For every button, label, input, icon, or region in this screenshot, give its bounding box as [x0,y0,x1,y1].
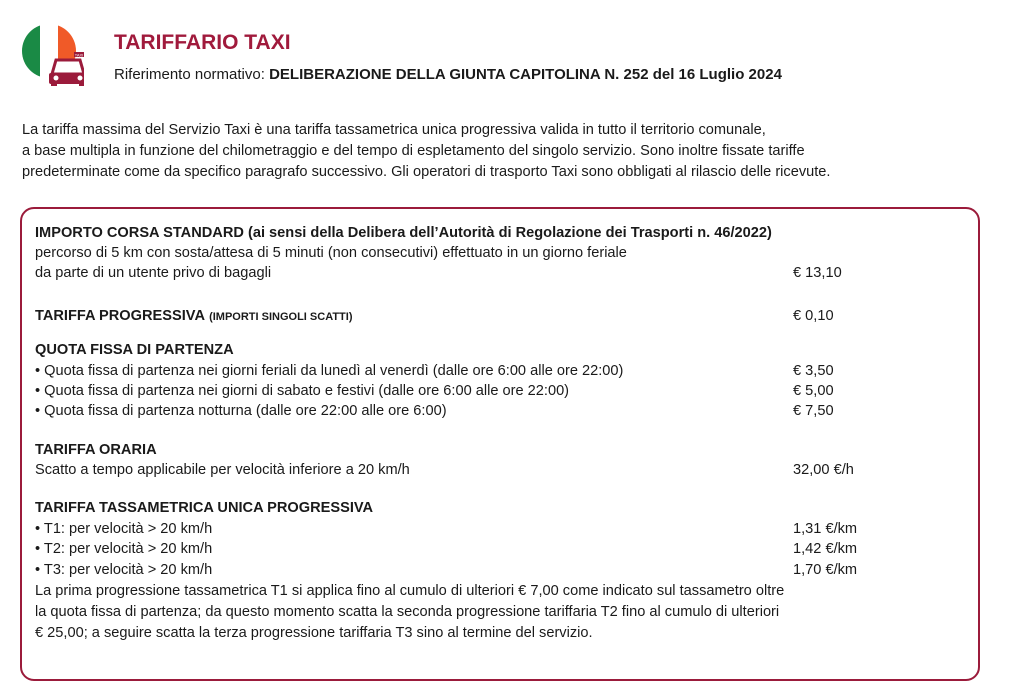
unica-note: € 25,00; a seguire scatta la terza progressione tariffaria T3 sino al termine del servizio. [35,625,593,641]
progressiva-note: (IMPORTI SINGOLI SCATTI) [209,311,353,323]
standard-line: percorso di 5 km con sosta/attesa di 5 minuti (non consecutivi) effettuato in un giorno feriale [35,245,627,261]
intro-paragraph [22,120,982,183]
oraria-heading: TARIFFA ORARIA [35,442,157,458]
unica-item: • T1: per velocità > 20 km/h [35,521,213,537]
quota-price: € 7,50 [793,403,834,419]
standard-line: da parte di un utente privo di bagagli [35,265,272,281]
unica-price: 1,70 €/km [793,562,858,578]
intro-line: a base multipla in funzione del chilometraggio e del tempo di espletamento del singolo servizio. Sono inoltre fissate tariffe [22,143,805,159]
unica-item: • T3: per velocità > 20 km/h [35,562,213,578]
quota-item: • Quota fissa di partenza notturna (dalle ore 22:00 alle ore 6:00) [35,403,447,419]
quota-item: • Quota fissa di partenza nei giorni di sabato e festivi (dalle ore 6:00 alle ore 22:00) [35,383,570,399]
unica-price: 1,31 €/km [793,521,858,537]
quota-price: € 3,50 [793,363,834,379]
standard-price: € 13,10 [793,265,842,281]
standard-heading: IMPORTO CORSA STANDARD (ai sensi della Delibera dell’Autorità di Regolazione dei Trasporti n. 46/2022) [35,225,772,241]
unica-note: La prima progressione tassametrica T1 si applica fino al cumulo di ulteriori € 7,00 come indicato sul tassametro oltre [35,583,785,599]
unica-heading: TARIFFA TASSAMETRICA UNICA PROGRESSIVA [35,500,374,516]
unica-item: • T2: per velocità > 20 km/h [35,541,213,557]
quota-item: • Quota fissa di partenza nei giorni feriali da lunedì al venerdì (dalle ore 6:00 alle ore 22:00) [35,363,624,379]
page-title: TARIFFARIO TAXI [114,31,291,54]
progressiva-price: € 0,10 [793,308,834,324]
taxi-logo-icon [22,24,84,86]
quota-heading: QUOTA FISSA DI PARTENZA [35,342,234,358]
oraria-price: 32,00 €/h [793,462,854,478]
reference [114,66,782,83]
quota-price: € 5,00 [793,383,834,399]
svg-text:TAXI: TAXI [74,52,84,58]
reference-label: Riferimento normativo: [114,66,265,83]
unica-price: 1,42 €/km [793,541,858,557]
intro-line: La tariffa massima del Servizio Taxi è una tariffa tassametrica unica progressiva valida in tutto il territorio comunale, [22,122,766,138]
unica-note: la quota fissa di partenza; da questo momento scatta la seconda progressione tariffaria T2 fino al cumulo di ulteriori [35,604,780,620]
oraria-label: Scatto a tempo applicabile per velocità inferiore a 20 km/h [35,462,410,478]
progressiva-heading: TARIFFA PROGRESSIVA [35,308,206,324]
reference-value: DELIBERAZIONE DELLA GIUNTA CAPITOLINA N. 252 del 16 Luglio 2024 [269,66,782,83]
intro-line: predeterminate come da specifico paragrafo successivo. Gli operatori di trasporto Taxi sono obbligati al rilascio delle ricevute. [22,164,831,180]
